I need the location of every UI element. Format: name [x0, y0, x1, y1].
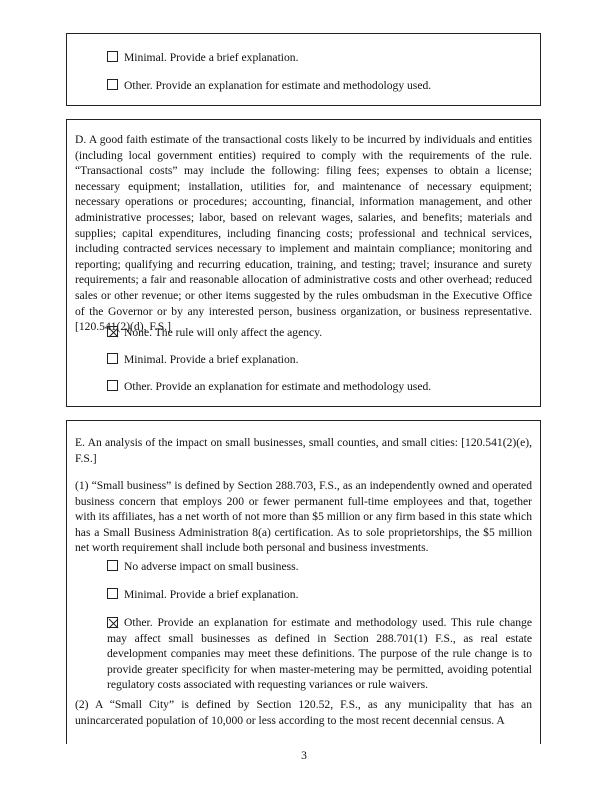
- option-label: Minimal. Provide a brief explanation.: [124, 353, 299, 366]
- checkbox-other[interactable]: [107, 380, 118, 391]
- section-c-continuation-box: [66, 33, 541, 106]
- option-minimal[interactable]: [107, 587, 530, 603]
- option-label: Other. Provide an explanation for estimate and methodology used.: [124, 79, 432, 92]
- checkbox-minimal[interactable]: [107, 588, 118, 599]
- section-e-box: [66, 420, 541, 744]
- section-d-box: [66, 119, 541, 407]
- checkbox-no-adverse-impact[interactable]: [107, 560, 118, 571]
- checkbox-none-checked[interactable]: [107, 326, 118, 337]
- option-label: Other. Provide an explanation for estimate and methodology used.: [124, 380, 432, 393]
- section-e-heading: E. An analysis of the impact on small businesses, small counties, and small cities: [120.541(2)(e), F.S.]: [75, 436, 532, 465]
- small-city-paragraph: (2) A “Small City” is defined by Section 120.52, F.S., as any municipality that has an unincarcerated population of 10,000 or less according to the most recent decennial census. A: [75, 698, 532, 727]
- option-minimal[interactable]: [107, 50, 530, 66]
- page-number: 3: [301, 749, 307, 762]
- check-x-icon: [108, 327, 119, 338]
- option-no-adverse-impact[interactable]: [107, 559, 530, 575]
- check-x-icon: [108, 618, 119, 629]
- checkbox-minimal[interactable]: [107, 51, 118, 62]
- option-minimal[interactable]: [107, 352, 530, 368]
- small-business-paragraph: (1) “Small business” is defined by Section 288.703, F.S., as an independently owned and operated business concern that employs 200 or fewer permanent full-time employees and that, together with its affiliates, has a net worth of not more than $5 million or any firm based in this state which has a Small Business Administration 8(a) certification. As to sole proprietorships, the $5 million net worth requirement shall include both personal and business investments.: [75, 479, 532, 555]
- section-d-paragraph: D. A good faith estimate of the transactional costs likely to be incurred by individuals and entities (including local government entities) required to comply with the requirements of the rule. “Transactional costs” may include the following: filing fees; expenses to obtain a license; necessary equipment; installation, utilities for, and maintenance of necessary equipment; necessary operations or procedures; accounting, financial, information management, and other administrative processes; labor, based on relevant wages, salaries, and benefits; materials and supplies; capital expenditures, including financing costs; professional and technical services, including contracted services necessary to implement and maintain compliance; monitoring and reporting; qualifying and recurring education, training, and testing; travel; insurance and surety requirements; a fair and reasonable allocation of administrative costs and other overhead; reduced sales or other revenue; or other items suggested by the rules ombudsman in the Executive Office of the Governor or by any interested person, business organization, or business representative. [120.541(2)(d), F.S.]: [75, 133, 532, 334]
- option-none[interactable]: [107, 325, 530, 341]
- option-label: None. The rule will only affect the agency.: [124, 326, 323, 339]
- checkbox-other-checked[interactable]: [107, 617, 118, 628]
- option-other-checked[interactable]: [107, 615, 532, 693]
- option-other[interactable]: [107, 78, 530, 94]
- option-label: Other. Provide an explanation for estimate and methodology used. This rule change may affect small businesses as defined in Section 288.701(1) F.S., as real estate development companies may meet these definitions. The purpose of the rule change is to provide greater specificity for when master-metering may be permitted, avoiding potential regulatory costs associated with requesting variances or rule waivers.: [107, 616, 532, 692]
- checkbox-minimal[interactable]: [107, 353, 118, 364]
- option-label: Minimal. Provide a brief explanation.: [124, 51, 299, 64]
- option-label: No adverse impact on small business.: [124, 560, 299, 573]
- option-other[interactable]: [107, 379, 530, 395]
- option-label: Minimal. Provide a brief explanation.: [124, 588, 299, 601]
- checkbox-other[interactable]: [107, 79, 118, 90]
